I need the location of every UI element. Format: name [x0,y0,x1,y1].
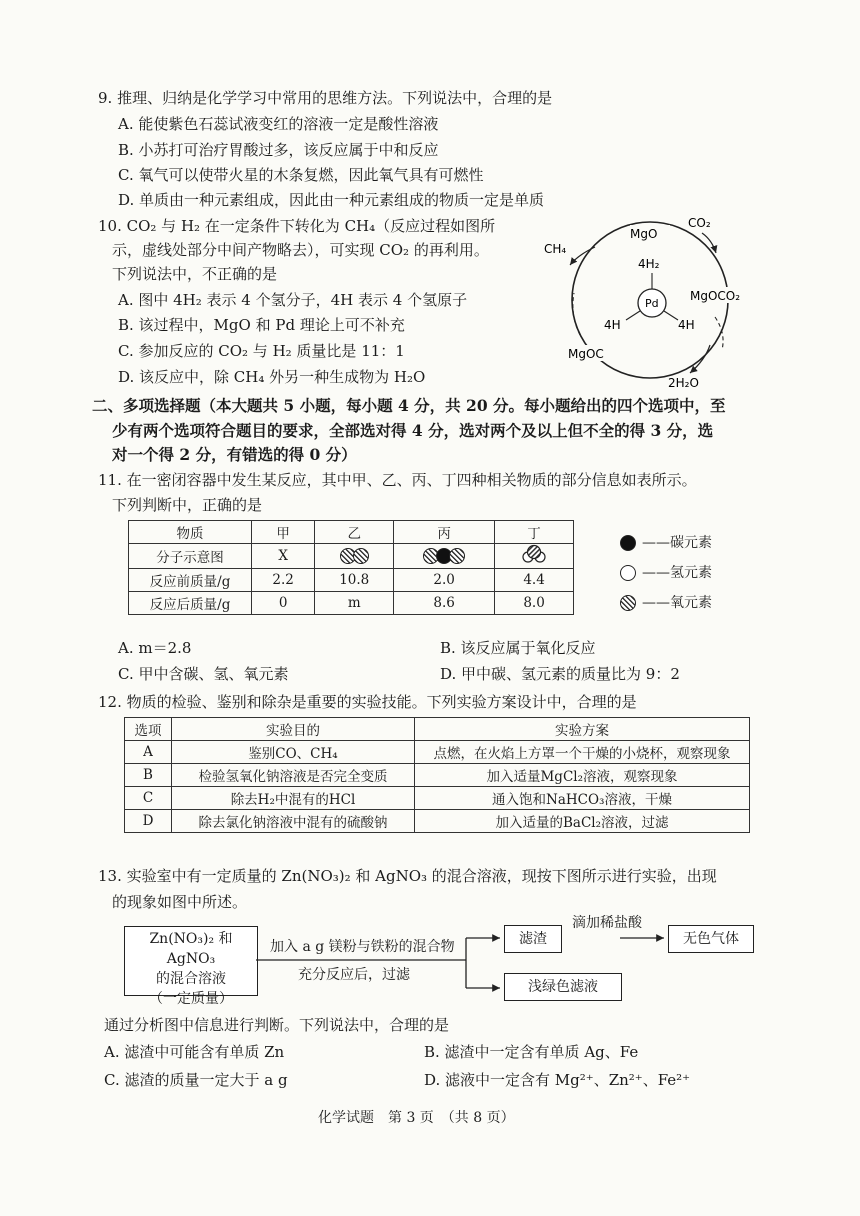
label-ch4: CH₄ [544,242,567,256]
label-4h-left: 4H [604,318,621,332]
q13-option-b: B. 滤渣中一定含有单质 Ag、Fe [424,1043,639,1061]
table-cell: 实验目的 [172,718,415,741]
table-row [125,787,750,810]
table-cell: 通入饱和NaHCO₃溶液，干燥 [415,787,750,810]
q11-option-a: A. m＝2.8 [118,639,192,657]
molecule-bing [394,544,495,569]
q10-cycle-diagram [540,205,770,395]
table-cell: 分子示意图 [129,544,252,569]
legend-label: ——碳元素 [642,535,712,551]
table-cell: 丁 [495,521,574,544]
table-row [129,544,574,569]
legend-label: ——氧元素 [642,595,712,611]
label-co2: CO₂ [688,216,711,230]
q13-stem-line1: 13. 实验室中有一定质量的 Zn(NO₃)₂ 和 AgNO₃ 的混合溶液，现按下图所示进行实验，出现 [98,867,717,885]
q11-stem-line1: 11. 在一密闭容器中发生某反应，其中甲、乙、丙、丁四种相关物质的部分信息如表所示。 [98,471,697,489]
flow-filtrate-box: 浅绿色滤液 [504,973,622,1001]
flow-start-box [124,926,258,1007]
oxygen-atom-icon [353,548,369,564]
table-cell: 物质 [129,521,252,544]
q12-table [124,717,750,833]
table-cell: C [125,787,172,810]
flow-acid-label: 滴加稀盐酸 [572,915,642,931]
molecule-yi [315,544,394,569]
q11-table [128,520,574,615]
table-cell: B [125,764,172,787]
legend-label: ——氢元素 [642,565,712,581]
table-cell: m [315,592,394,615]
table-cell: 甲 [252,521,315,544]
oxygen-atom-icon [620,595,636,611]
q10-stem-line3: 下列说法中，不正确的是 [112,265,278,283]
q10-option-c: C. 参加反应的 CO₂ 与 H₂ 质量比是 11：1 [118,342,405,360]
q11-stem-line2: 下列判断中，正确的是 [112,496,263,514]
label-pd: Pd [645,297,659,310]
dashed-right [715,317,723,350]
flow-residue-box: 滤渣 [504,925,562,953]
table-row [125,718,750,741]
q11-option-c: C. 甲中含碳、氢、氧元素 [118,665,289,683]
q13-stem-line2: 的现象如图中所述。 [112,893,248,911]
q10-stem-line2: 示，虚线处部分中间产物略去），可实现 CO₂ 的再利用。 [112,241,489,259]
q9-option-a: A. 能使紫色石蕊试液变红的溶液一定是酸性溶液 [118,115,439,133]
carbon-atom-icon [620,535,636,551]
table-cell: 0 [252,592,315,615]
section2-line1: 二、多项选择题（本大题共 5 小题，每小题 4 分，共 20 分。每小题给出的四个选项中，至 [92,396,726,415]
flow-start-line: 的混合溶液 [156,971,226,987]
label-mgoc: MgOC [568,347,604,361]
table-cell: 鉴别CO、CH₄ [172,741,415,764]
q10-stem-line1: 10. CO₂ 与 H₂ 在一定条件下转化为 CH₄（反应过程如图所 [98,217,496,235]
flow-step-top: 加入 a g 镁粉与铁粉的混合物 [270,939,455,955]
flow-start-line: （一定质量） [149,991,233,1007]
table-cell: 加入适量MgCl₂溶液，观察现象 [415,764,750,787]
table-cell: 除去H₂中混有的HCl [172,787,415,810]
table-cell: D [125,810,172,833]
q12-stem: 12. 物质的检验、鉴别和除杂是重要的实验技能。下列实验方案设计中，合理的是 [98,693,637,711]
legend-hydrogen [620,562,712,582]
table-cell: 反应前质量/g [129,569,252,592]
table-cell: 选项 [125,718,172,741]
table-cell: 反应后质量/g [129,592,252,615]
table-cell: 乙 [315,521,394,544]
dashed-left [573,293,580,335]
q13-option-a: A. 滤渣中可能含有单质 Zn [104,1043,285,1061]
table-cell: X [252,544,315,569]
section2-line3: 对一个得 2 分，有错选的得 0 分） [112,445,357,464]
table-cell: 除去氯化钠溶液中混有的硫酸钠 [172,810,415,833]
label-h2o: 2H₂O [668,376,699,390]
flow-start-line: Zn(NO₃)₂ 和 AgNO₃ [149,931,233,967]
table-cell: 8.0 [495,592,574,615]
section2-line2: 少有两个选项符合题目的要求，全部选对得 4 分，选对两个及以上但不全的得 3 分，选 [112,421,714,440]
table-cell: 检验氢氧化钠溶液是否完全变质 [172,764,415,787]
q13-option-d: D. 滤液中一定含有 Mg²⁺、Zn²⁺、Fe²⁺ [424,1071,691,1089]
table-row [129,569,574,592]
table-cell: 10.8 [315,569,394,592]
q10-option-d: D. 该反应中，除 CH₄ 外另一种生成物为 H₂O [118,368,426,386]
q13-prompt: 通过分析图中信息进行判断。下列说法中，合理的是 [104,1016,450,1034]
label-4h-right: 4H [678,318,695,332]
q13-option-c: C. 滤渣的质量一定大于 a g [104,1071,288,1089]
table-row [129,521,574,544]
molecule-ding [495,544,574,569]
flow-step-bottom: 充分反应后，过滤 [298,967,410,983]
hydrogen-atom-icon [620,565,636,581]
legend-carbon [620,532,712,552]
flow-gas-box: 无色气体 [668,925,754,953]
table-cell: 点燃，在火焰上方罩一个干燥的小烧杯，观察现象 [415,741,750,764]
q9-option-c: C. 氧气可以使带火星的木条复燃，因此氧气具有可燃性 [118,166,484,184]
table-row [129,592,574,615]
q9-stem: 9. 推理、归纳是化学学习中常用的思维方法。下列说法中，合理的是 [98,89,553,107]
table-cell: A [125,741,172,764]
q11-option-d: D. 甲中碳、氢元素的质量比为 9：2 [440,665,680,683]
q9-option-d: D. 单质由一种元素组成，因此由一种元素组成的物质一定是单质 [118,191,545,209]
label-4h2: 4H₂ [638,257,660,271]
q10-option-b: B. 该过程中，MgO 和 Pd 理论上可不补充 [118,316,405,334]
oxygen-atom-icon [449,548,465,564]
q11-option-b: B. 该反应属于氧化反应 [440,639,596,657]
q10-option-a: A. 图中 4H₂ 表示 4 个氢分子，4H 表示 4 个氢原子 [118,291,468,309]
table-cell: 4.4 [495,569,574,592]
table-cell: 加入适量的BaCl₂溶液，过滤 [415,810,750,833]
table-cell: 2.2 [252,569,315,592]
table-row [125,810,750,833]
legend-oxygen [620,592,712,612]
table-cell: 8.6 [394,592,495,615]
q9-option-b: B. 小苏打可治疗胃酸过多，该反应属于中和反应 [118,141,439,159]
table-row [125,764,750,787]
table-cell: 实验方案 [415,718,750,741]
label-mgo: MgO [630,227,658,241]
table-cell: 丙 [394,521,495,544]
pd-line-left [626,311,640,320]
page-footer: 化学试题 第 3 页 （共 8 页） [318,1110,515,1126]
label-mgoco2: MgOCO₂ [690,289,741,303]
water-molecule-icon [519,544,549,564]
table-cell: 2.0 [394,569,495,592]
table-row [125,741,750,764]
pd-line-right [664,311,678,320]
